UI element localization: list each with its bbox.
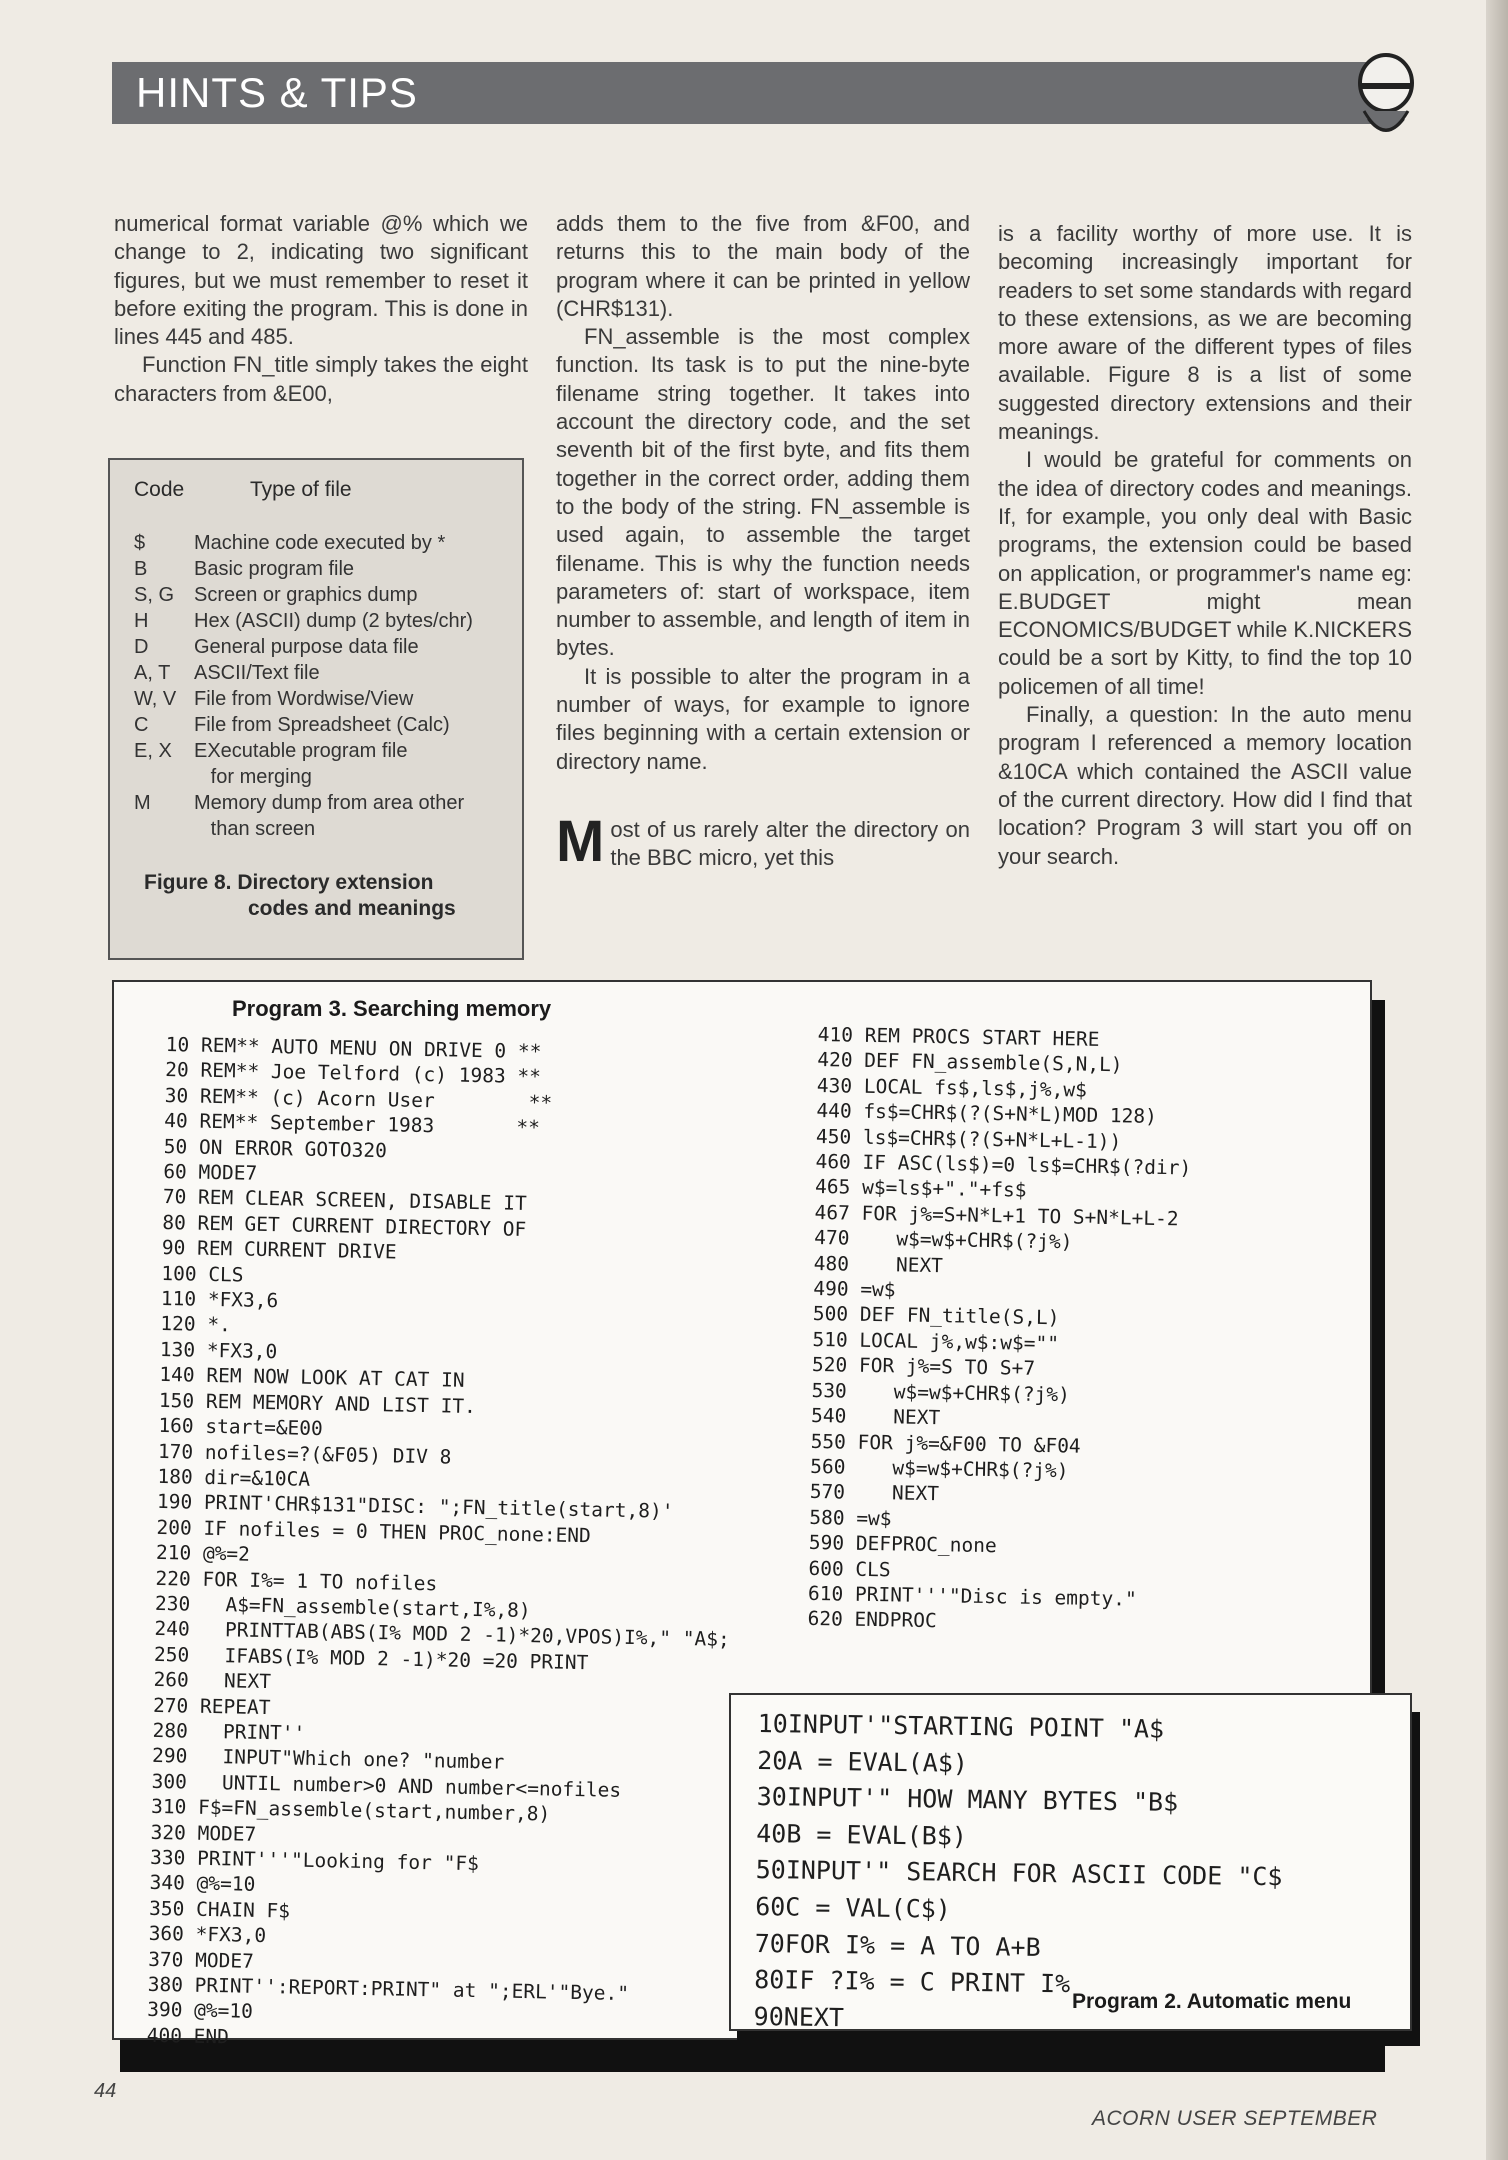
extension-code: M <box>134 792 151 814</box>
extension-meaning: for merging <box>194 766 312 788</box>
magazine-footer: ACORN USER SEPTEMBER <box>1092 2107 1378 2130</box>
extension-code: D <box>134 636 149 658</box>
drop-cap: M <box>556 808 605 874</box>
extension-meaning: Machine code executed by * <box>194 532 446 554</box>
figure-caption-line-2: codes and meanings <box>248 897 456 920</box>
extension-code: A, T <box>134 662 171 684</box>
paragraph: is a facility worthy of more use. It is becoming increasingly important for readers to set some standards with regard to these extensions, as we are becoming more aware of the different types of files available. Figure 8 is a list of some suggested directory extensions and their meanings. <box>998 221 1412 445</box>
figure-caption <box>144 870 456 922</box>
page-edge <box>1486 0 1508 2160</box>
extension-code: $ <box>134 532 146 554</box>
program-3-listing-left: 10 REM** AUTO MENU ON DRIVE 0 ** 20 REM** Joe Telford (c) 1983 ** 30 REM** (c) Acorn User ** 40 REM** September 1983 ** 50 ON ERROR GOTO320 60 MODE7 70 REM CLEAR SCREEN, DISABLE IT 80 REM GET CURRENT DIRECTORY OF 90 REM CURRENT DRIVE 100 CLS 110 *FX3,6 120 *. 130 *FX3,0 140 REM NOW LOOK AT CAT IN 150 REM MEMORY AND LIST IT. 160 start=&E00 170 nofiles=?(&F05) DIV 8 180 dir=&10CA 190 PRINT'CHR$131"DISC: ";FN_title(start,8)' 200 IF nofiles = 0 THEN PROC_none:END 210 @%=2 220 FOR I%= 1 TO nofiles 230 A$=FN_assemble(start,I%,8) 240 PRINTTAB(ABS(I% MOD 2 -1)*20,VPOS)I%," "A$; 250 IFABS(I% MOD 2 -1)*20 =20 PRINT 260 NEXT 270 REPEAT 280 PRINT'' 290 INPUT"Which one? "number 300 UNTIL number>0 AND number<=nofiles 310 F$=FN_assemble(start,number,8) 320 MODE7 330 PRINT'''"Looking for "F$ 340 @%=10 350 CHAIN F$ 360 *FX3,0 370 MODE7 380 PRINT'':REPORT:PRINT" at ";ERL'"Bye." 390 @%=10 400 END <box>146 1032 730 2049</box>
paragraph: Finally, a question: In the auto menu program I referenced a memory location &10CA which contained the ASCII value of the current directory. How did I find that location? Program 3 will start you off on your search. <box>998 702 1412 869</box>
paragraph: adds them to the five from &F00, and returns this to the main body of the program where it can be printed in yellow (CHR$131). <box>556 211 970 321</box>
figure-caption-line-1: Figure 8. Directory extension <box>144 871 434 894</box>
extension-meaning: than screen <box>194 818 316 840</box>
extension-code: B <box>134 558 148 580</box>
acorn-logo-icon <box>1358 45 1414 155</box>
paragraph-text: ost of us rarely alter the directory on the BBC micro, yet this <box>610 816 970 871</box>
program-2-listing: 10INPUT'"STARTING POINT "A$ 20A = EVAL(A$) 30INPUT'" HOW MANY BYTES "B$ 40B = EVAL(B$) 50INPUT'" SEARCH FOR ASCII CODE "C$ 60C = VAL(C$) 70FOR I% = A TO A+B 80IF ?I% = C PRINT I% 90NEXT <box>753 1708 1283 2032</box>
article-column-1 <box>114 210 528 408</box>
paragraph <box>556 808 970 874</box>
extension-meaning: Screen or graphics dump <box>194 584 418 606</box>
extension-meaning: Hex (ASCII) dump (2 bytes/chr) <box>194 610 473 632</box>
extension-meaning: Basic program file <box>194 558 355 580</box>
figure-header-type: Type of file <box>250 478 352 501</box>
extension-code: E, X <box>134 740 172 762</box>
extension-meaning: Memory dump from area other <box>194 792 465 814</box>
extension-meaning: File from Wordwise/View <box>194 688 414 710</box>
paragraph: Function FN_title simply takes the eight characters from &E00, <box>114 352 528 406</box>
extension-code: W, V <box>134 688 177 710</box>
extension-code: C <box>134 714 149 736</box>
extension-meaning: File from Spreadsheet (Calc) <box>194 714 450 736</box>
extension-meaning: EXecutable program file <box>194 740 408 762</box>
extension-meaning: General purpose data file <box>194 636 419 658</box>
article-column-3 <box>998 220 1412 871</box>
program-3-title: Program 3. Searching memory <box>232 996 552 1021</box>
paragraph: numerical format variable @% which we change to 2, indicating two significant figures, but we must remember to reset it before exiting the program. This is done in lines 445 and 485. <box>114 211 528 350</box>
article-column-2 <box>556 210 970 873</box>
paragraph: I would be grateful for comments on the idea of directory codes and meanings. If, for example, you only deal with Basic programs, the extension could be based on application, or programmer's name eg: E.BUDGET might mean ECONOMICS/BUDGET while K.NICKERS could be a sort by Kitty, to find the top 10 policemen of all time! <box>998 447 1413 699</box>
program-2-caption: Program 2. Automatic menu <box>1072 1990 1352 2013</box>
paragraph: It is possible to alter the program in a number of ways, for example to ignore files beginning with a certain extension or directory name. <box>556 663 970 774</box>
extension-meaning: ASCII/Text file <box>194 662 320 684</box>
figure-header-code: Code <box>134 478 185 501</box>
figure-8-box <box>108 458 524 960</box>
extension-code: S, G <box>134 584 175 606</box>
program-3-listing-right: 410 REM PROCS START HERE 420 DEF FN_assemble(S,N,L) 430 LOCAL fs$,ls$,j%,w$ 440 fs$=CHR$(?(S+N*L)MOD 128) 450 ls$=CHR$(?(S+N*L+L-1)) 460 IF ASC(ls$)=0 ls$=CHR$(?dir) 465 w$=ls$+"."+fs$ 467 FOR j%=S+N*L+1 TO S+N*L+L-2 470 w$=w$+CHR$(?j%) 480 NEXT 490 =w$ 500 DEF FN_title(S,L) 510 LOCAL j%,w$:w$="" 520 FOR j%=S TO S+7 530 w$=w$+CHR$(?j%) 540 NEXT 550 FOR j%=&F00 TO &F04 560 w$=w$+CHR$(?j%) 570 NEXT 580 =w$ 590 DEFPROC_none 600 CLS 610 PRINT'''"Disc is empty." 620 ENDPROC <box>807 1022 1192 1633</box>
page-number: 44 <box>94 2080 117 2102</box>
extension-code: H <box>134 610 149 632</box>
section-title: HINTS & TIPS <box>136 69 418 116</box>
paragraph: FN_assemble is the most complex function. Its task is to put the nine-byte filename string together. It takes into account the directory code, and the set seventh bit of the first byte, and fits them together in the correct order, adding them to the body of the string. FN_assemble is used again, to assemble the target filename. This is why the function needs parameters of: start of workspace, item number to assemble, and length of item in bytes. <box>556 324 970 661</box>
